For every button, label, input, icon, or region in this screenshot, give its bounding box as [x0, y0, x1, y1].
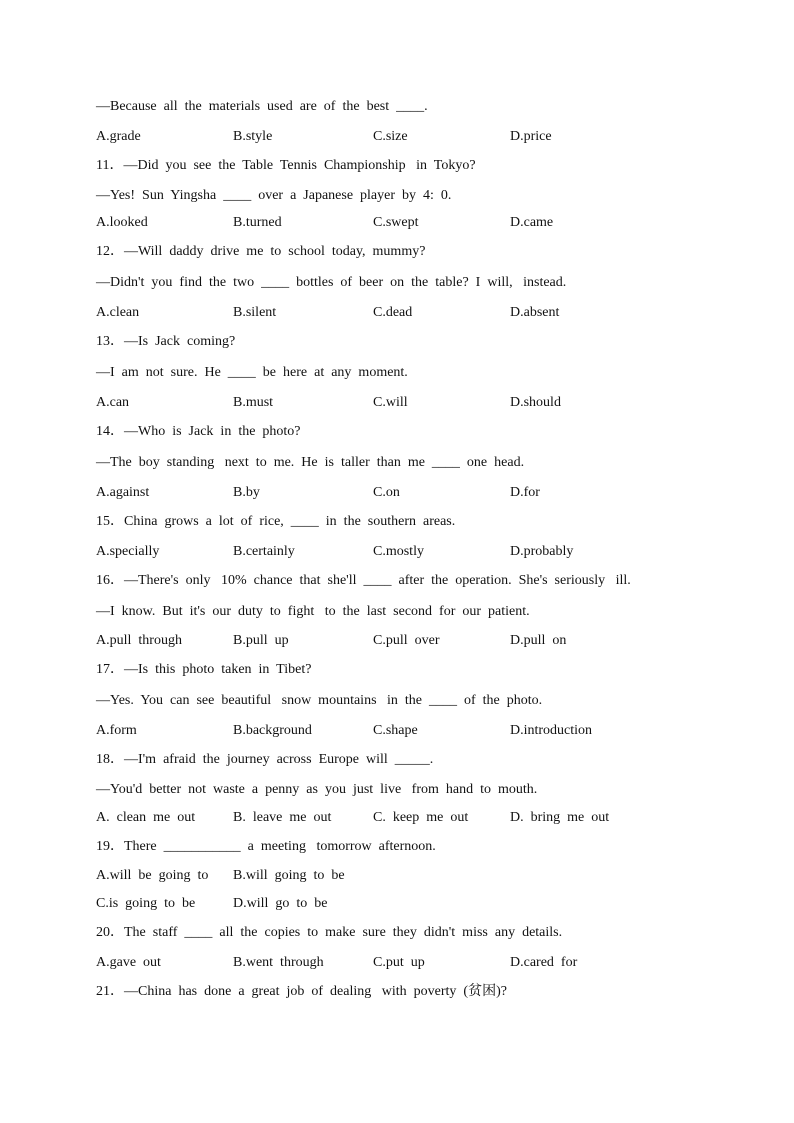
question-20-stem: 20．The staff ____ all the copies to make sure they didn't miss any details. — [96, 925, 563, 940]
option-b: B.went through — [233, 955, 324, 970]
question-16-answer-line: —I know. But it's our duty to fight to the last second for our patient. — [96, 604, 530, 619]
option-d: D.pull on — [510, 633, 567, 648]
option-a: A.looked — [96, 215, 148, 230]
option-d: D.cared for — [510, 955, 578, 970]
question-11-options — [96, 214, 716, 232]
option-a: A.will be going to — [96, 868, 209, 883]
option-c: C.pull over — [373, 633, 440, 648]
question-12-options — [96, 304, 716, 322]
question-18-options — [96, 809, 716, 827]
question-12-stem: 12．—Will daddy drive me to school today, mummy? — [96, 244, 426, 259]
option-b: B.must — [233, 395, 274, 410]
question-18-stem: 18．—I'm afraid the journey across Europe will _____. — [96, 752, 434, 767]
question-19-options-row-2 — [96, 895, 716, 913]
option-c: C.swept — [373, 215, 419, 230]
question-15-options — [96, 543, 716, 561]
option-b: B. leave me out — [233, 810, 332, 825]
option-d: D.came — [510, 215, 554, 230]
question-14-answer-line: —The boy standing next to me. He is taller than me ____ one head. — [96, 455, 525, 470]
option-b: B.background — [233, 723, 312, 738]
question-17-options — [96, 722, 716, 740]
question-11-stem: 11．—Did you see the Table Tennis Championship in Tokyo? — [96, 158, 476, 173]
option-b: B.style — [233, 129, 273, 144]
option-a: A.gave out — [96, 955, 161, 970]
question-16-options — [96, 632, 716, 650]
question-18-answer-line: —You'd better not waste a penny as you just live from hand to mouth. — [96, 782, 538, 797]
question-19-options-row-1 — [96, 867, 716, 885]
question-17-stem: 17．—Is this photo taken in Tibet? — [96, 662, 312, 677]
option-c: C.will — [373, 395, 408, 410]
question-19-stem: 19．There ___________ a meeting tomorrow afternoon. — [96, 839, 436, 854]
option-c: C.size — [373, 129, 408, 144]
option-d: D.introduction — [510, 723, 593, 738]
option-c: C.dead — [373, 305, 413, 320]
option-a: A.pull through — [96, 633, 182, 648]
option-a: A.specially — [96, 544, 160, 559]
option-a: A. clean me out — [96, 810, 196, 825]
question-13-answer-line: —I am not sure. He ____ be here at any moment. — [96, 365, 408, 380]
option-d: D.probably — [510, 544, 574, 559]
option-d: D.should — [510, 395, 561, 410]
question-15-stem: 15．China grows a lot of rice, ____ in the southern areas. — [96, 514, 456, 529]
option-c: C.shape — [373, 723, 418, 738]
question-16-stem: 16．—There's only 10% chance that she'll ____ after the operation. She's seriously ill. — [96, 573, 631, 588]
option-b: B.silent — [233, 305, 277, 320]
option-d: D. bring me out — [510, 810, 610, 825]
option-a: A.form — [96, 723, 137, 738]
option-d: D.price — [510, 129, 552, 144]
option-c: C.put up — [373, 955, 425, 970]
question-14-options — [96, 484, 716, 502]
question-12-answer-line: —Didn't you find the two ____ bottles of beer on the table? I will, instead. — [96, 275, 567, 290]
option-a: A.grade — [96, 129, 141, 144]
option-c: C. keep me out — [373, 810, 469, 825]
option-a: A.clean — [96, 305, 140, 320]
question-10-answer-line: —Because all the materials used are of the best ____. — [96, 99, 428, 114]
option-c: C.mostly — [373, 544, 424, 559]
question-10-options — [96, 128, 716, 146]
option-b: B.by — [233, 485, 260, 500]
option-b: B.will going to be — [233, 868, 345, 883]
question-21-stem: 21．—China has done a great job of dealing with poverty (贫困)? — [96, 984, 507, 999]
option-a: A.against — [96, 485, 150, 500]
question-17-answer-line: —Yes. You can see beautiful snow mountains in the ____ of the photo. — [96, 693, 543, 708]
option-d: D.absent — [510, 305, 560, 320]
question-13-stem: 13．—Is Jack coming? — [96, 334, 236, 349]
option-c: C.is going to be — [96, 896, 196, 911]
question-20-options — [96, 954, 716, 972]
question-13-options — [96, 394, 716, 412]
option-b: B.pull up — [233, 633, 289, 648]
option-d: D.for — [510, 485, 540, 500]
option-c: C.on — [373, 485, 400, 500]
option-d: D.will go to be — [233, 896, 328, 911]
question-14-stem: 14．—Who is Jack in the photo? — [96, 424, 301, 439]
option-b: B.turned — [233, 215, 282, 230]
option-a: A.can — [96, 395, 130, 410]
question-11-answer-line: —Yes! Sun Yingsha ____ over a Japanese player by 4: 0. — [96, 188, 452, 203]
option-b: B.certainly — [233, 544, 295, 559]
